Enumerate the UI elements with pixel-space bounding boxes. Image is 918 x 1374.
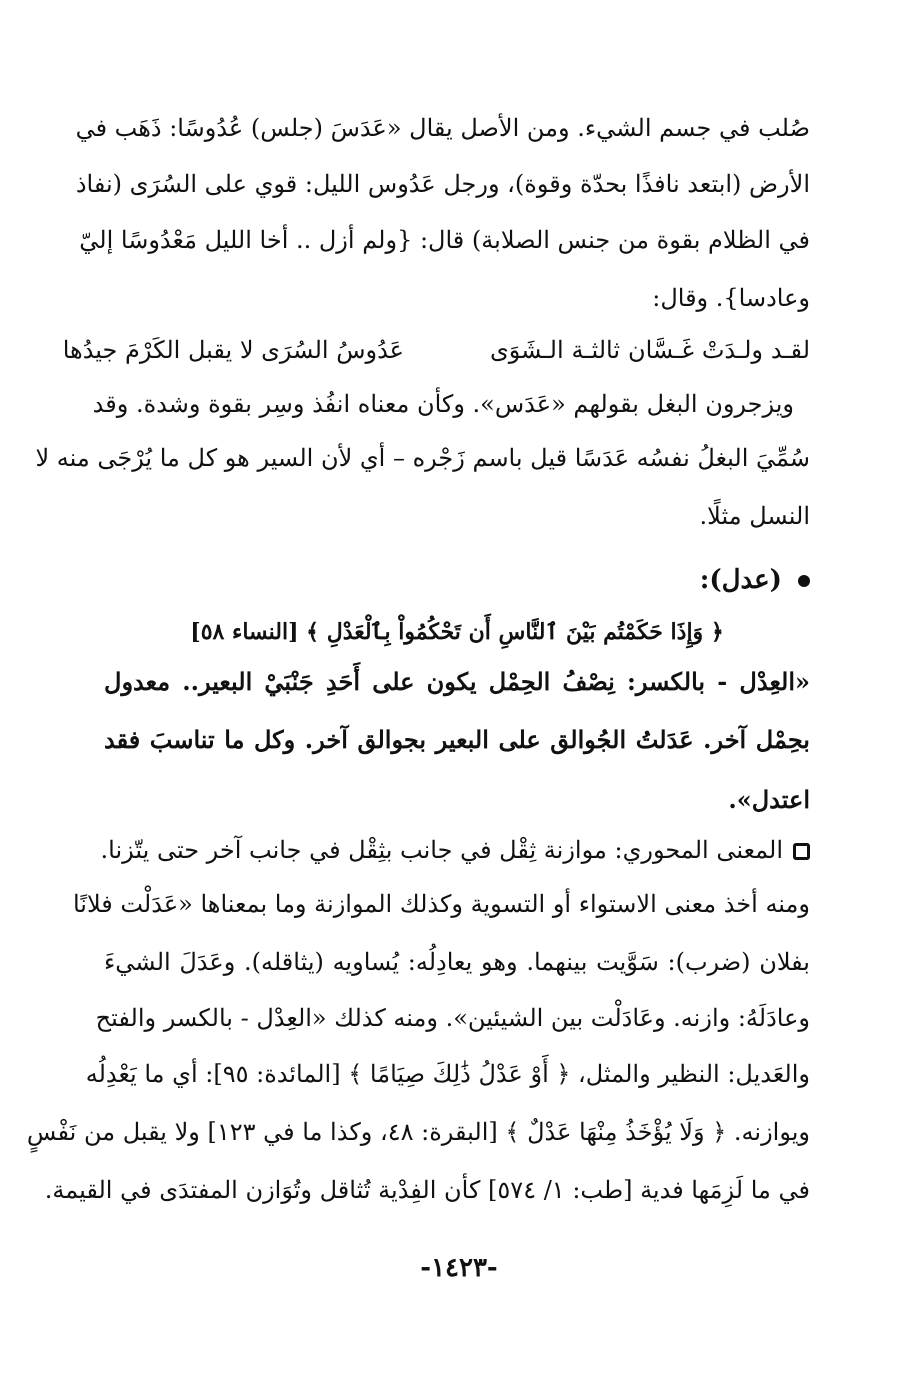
text-line: والعَديل: النظير والمثل، ﴿ أَوْ عَدْلُ ذَٰلِكَ صِيَامًا ﴾ [المائدة: ٩٥]: أي ما يَعْدِلُه bbox=[85, 1060, 810, 1088]
text-line: صُلب في جسم الشيء. ومن الأصل يقال «عَدَسَ (جلس) عُدُوسًا: ذَهَب في bbox=[75, 114, 810, 142]
verse-hemistich-second: عَدُوسُ السُرَى لا يقبل الكَرْمَ جيدُها bbox=[62, 336, 404, 364]
text-line: وعادسا}. وقال: bbox=[652, 284, 810, 312]
poetry-verse bbox=[62, 330, 810, 370]
text-line: الأرض (ابتعد نافذًا بحدّة وقوة)، ورجل عَدُوس الليل: قوي على السُرَى (نفاذ bbox=[75, 170, 810, 198]
text-line: اعتدل». bbox=[728, 785, 810, 814]
text-line: ويزجرون البغل بقولهم «عَدَس». وكأن معناه انفُذ وسِر بقوة وشدة. وقد bbox=[92, 390, 794, 418]
page-number: -١٤٢٣- bbox=[420, 1253, 498, 1283]
text-line: في ما لَزِمَها فدية [طب: ١/ ٥٧٤] كأن الفِدْية تُثاقل وتُوَازن المفتدَى في القيمة. bbox=[44, 1176, 810, 1204]
quran-verse: ﴿ وَإِذَا حَكَمْتُم بَيْنَ ٱلنَّاسِ أَن تَحْكُمُواْ بِٱلْعَدْلِ ﴾ [النساء ٥٨] bbox=[190, 619, 724, 645]
text-line: «العِدْل - بالكسر: نِصْفُ الحِمْل يكون على أَحَدِ جَنْبَيْ البعير.. معدول bbox=[104, 667, 810, 696]
text-line: بحِمْل آخر. عَدَلتُ الجُوالق على البعير بجوالق آخر. وكل ما تناسبَ فقد bbox=[104, 725, 810, 754]
square-box-icon bbox=[793, 843, 810, 860]
text-line bbox=[100, 832, 810, 868]
entry-heading-text: (عدل): bbox=[699, 565, 782, 595]
text-line: وعادَلَهُ: وازنه. وعَادَلْت بين الشيئين». ومنه كذلك «العِدْل - بالكسر والفتح bbox=[95, 1004, 810, 1032]
text-line: ويوازنه. ﴿ وَلَا يُؤْخَذُ مِنْهَا عَدْلٌ ﴾ [البقرة: ٤٨، وكذا ما في ١٢٣] ولا يقبل من نَفْسٍ bbox=[26, 1118, 810, 1146]
text-line: سُمِّيَ البغلُ نفسُه عَدَسًا قيل باسم زَجْره – أي لأن السير هو كل ما يُرْجَى منه لا bbox=[35, 444, 810, 472]
text-line: في الظلام بقوة من جنس الصلابة) قال: {ولم أزل .. أخا الليل مَعْدُوسًا إليّ bbox=[79, 226, 810, 254]
text-line: النسل مثلًا. bbox=[699, 502, 810, 530]
bullet-icon bbox=[798, 575, 810, 587]
verse-hemistich-first: لقـد ولـدَتْ غَـسَّان ثالثـة الـشَوَى bbox=[490, 336, 810, 364]
text-line: بفلان (ضرب): سَوَّيت بينهما. وهو يعادِلُه: يُساويه (يثاقله). وعَدَلَ الشيءَ bbox=[104, 948, 810, 976]
core-meaning-text: المعنى المحوري: موازنة ثِقْل في جانب بثِقْل في جانب آخر حتى يتّزنا. bbox=[100, 836, 783, 864]
text-line: ومنه أخذ معنى الاستواء أو التسوية وكذلك الموازنة وما بمعناها «عَدَلْت فلانًا bbox=[72, 890, 810, 918]
entry-heading bbox=[700, 560, 810, 600]
